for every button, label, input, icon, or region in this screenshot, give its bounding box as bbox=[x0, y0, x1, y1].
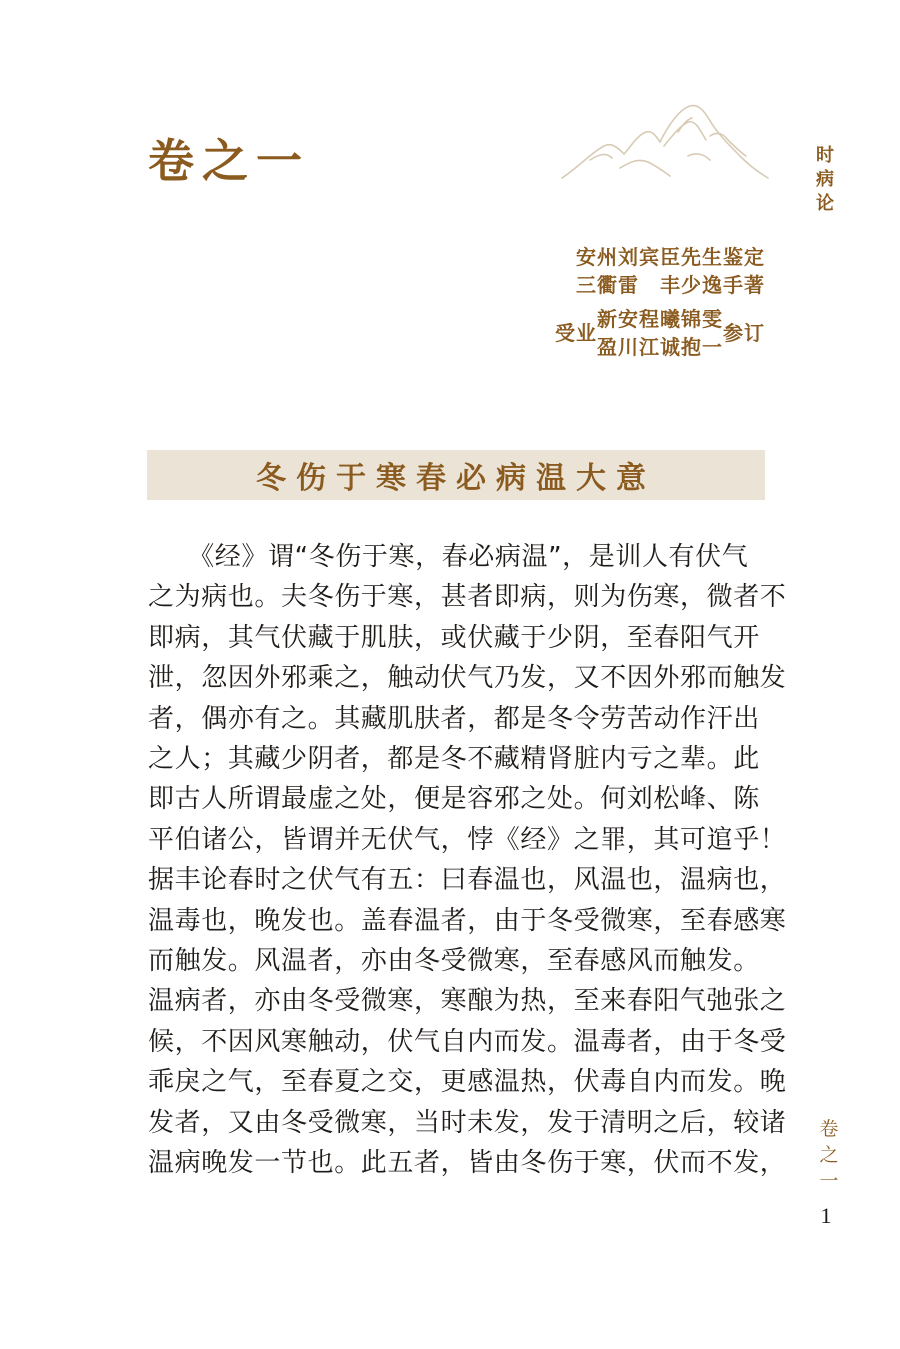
credit-editors-prefix: 受业 bbox=[555, 321, 597, 345]
body-line: 者，偶亦有之。其藏肌肤者，都是冬令劳苦动作汗出 bbox=[148, 703, 760, 734]
side-running-char: 一 bbox=[819, 1170, 839, 1192]
running-title-char: 时 bbox=[816, 145, 834, 166]
body-line: 之人；其藏少阴者，都是冬不藏精肾脏内亏之辈。此 bbox=[148, 744, 760, 775]
body-line: 即病，其气伏藏于肌肤，或伏藏于少阴，至春阳气开 bbox=[148, 622, 760, 653]
chapter-title: 卷之一 bbox=[148, 134, 310, 188]
credit-editors-suffix: 参订 bbox=[723, 321, 765, 345]
body-line: 之为病也。夫冬伤于寒，甚者即病，则为伤寒，微者不 bbox=[148, 582, 787, 613]
side-running-char: 卷 bbox=[819, 1118, 839, 1140]
credit-editors-names bbox=[597, 305, 723, 361]
body-line: 据丰论春时之伏气有五：曰春温也，风温也，温病也， bbox=[148, 865, 787, 896]
credit-editor-name: 新安程曦锦雯 bbox=[597, 307, 723, 331]
section-title: 冬伤于寒春必病温大意 bbox=[256, 461, 656, 496]
body-line: 发者，又由冬受微寒，当时未发，发于清明之后，较诸 bbox=[148, 1107, 787, 1138]
body-line: 泄，忽因外邪乘之，触动伏气乃发，又不因外邪而触发 bbox=[148, 663, 787, 694]
body-line: 平伯诸公，皆谓并无伏气，悖《经》之罪，其可逭乎！ bbox=[148, 824, 787, 855]
side-running-chapter bbox=[816, 1116, 842, 1194]
body-line: 候，不因风寒触动，伏气自内而发。温毒者，由于冬受 bbox=[148, 1026, 787, 1057]
running-title bbox=[812, 144, 838, 216]
body-line: 《经》谓“冬伤于寒，春必病温”，是训人有伏气 bbox=[148, 542, 749, 572]
body-line: 温毒也，晚发也。盖春温者，由于冬受微寒，至春感寒 bbox=[148, 905, 787, 936]
credit-author: 三衢雷 丰少逸手著 bbox=[576, 273, 765, 297]
running-title-char: 病 bbox=[816, 169, 834, 190]
body-line: 而触发。风温者，亦由冬受微寒，至春感风而触发。 bbox=[148, 946, 760, 977]
credit-reviewer: 安州刘宾臣先生鉴定 bbox=[576, 245, 765, 269]
body-line: 即古人所谓最虚之处，便是容邪之处。何刘松峰、陈 bbox=[148, 784, 760, 815]
side-running-char: 之 bbox=[819, 1144, 839, 1166]
mountains-decoration-icon bbox=[560, 96, 770, 192]
body-line: 温病者，亦由冬受微寒，寒酿为热，至来春阳气弛张之 bbox=[148, 986, 787, 1017]
body-line: 乖戾之气，至春夏之交，更感温热，伏毒自内而发。晚 bbox=[148, 1067, 787, 1098]
body-text bbox=[148, 537, 787, 1184]
section-banner bbox=[147, 450, 765, 500]
credit-editor-name: 盈川江诚抱一 bbox=[597, 335, 723, 359]
body-line: 温病晚发一节也。此五者，皆由冬伤于寒，伏而不发， bbox=[148, 1148, 787, 1179]
running-title-char: 论 bbox=[816, 193, 834, 214]
credits-block bbox=[555, 243, 765, 361]
credit-editors bbox=[555, 305, 765, 361]
page-number: 1 bbox=[820, 1203, 832, 1228]
